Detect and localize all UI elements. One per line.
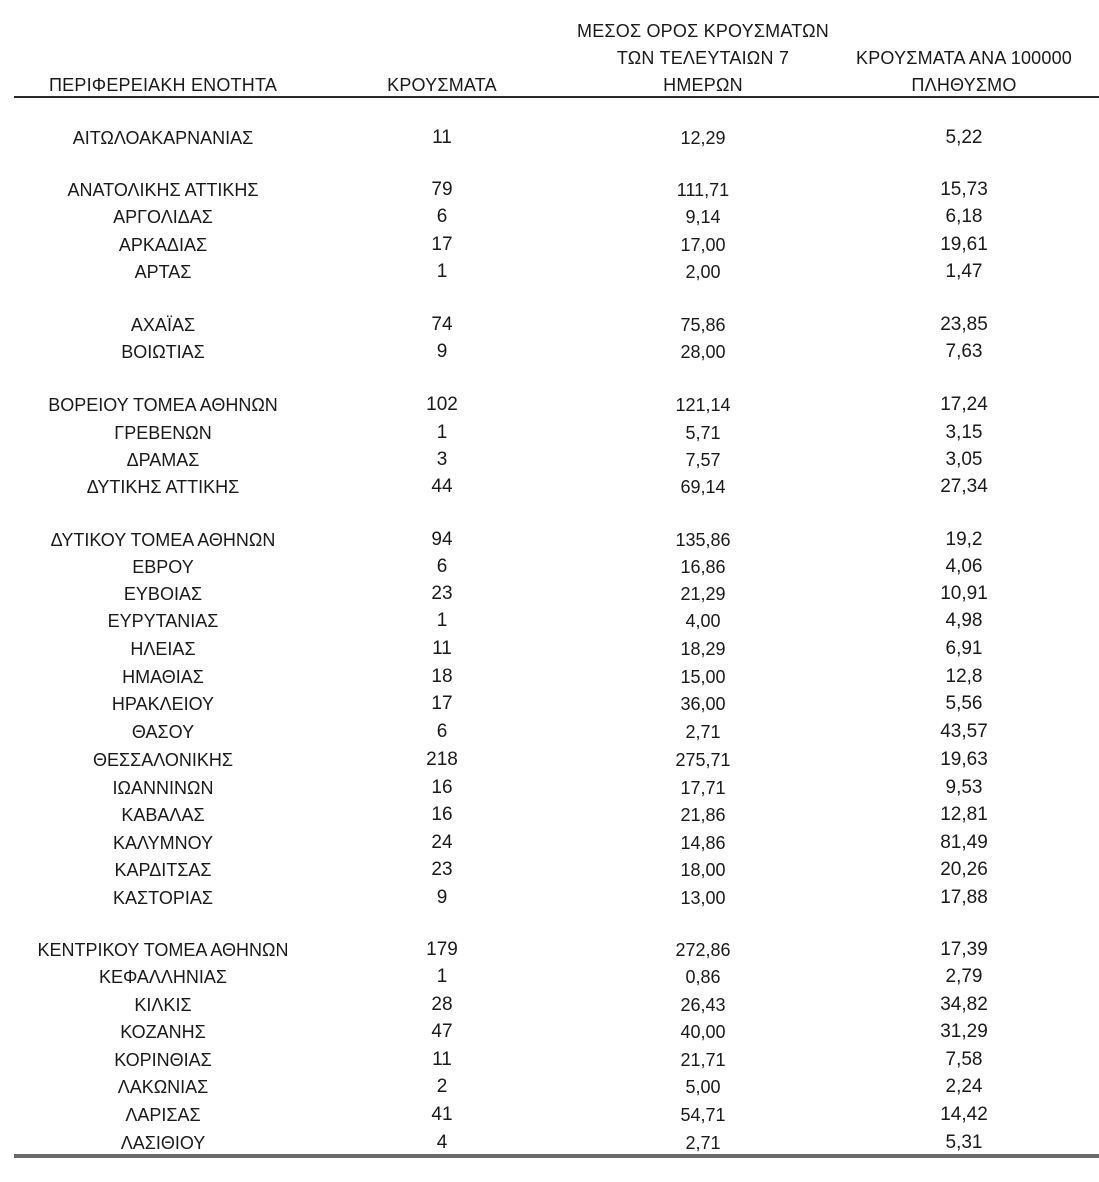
per100k-cell: 15,73	[940, 179, 988, 200]
region-cell: ΕΒΡΟΥ	[132, 557, 194, 577]
per100k-cell: 7,63	[945, 341, 983, 362]
region-cell: ΚΟΖΑΝΗΣ	[120, 1022, 206, 1042]
cases-cell: 1	[436, 422, 448, 443]
table-row	[0, 829, 1099, 857]
table-row	[0, 635, 1099, 663]
table-row	[0, 1129, 1099, 1157]
region-cell: ΑΙΤΩΛΟΑΚΑΡΝΑΝΙΑΣ	[72, 128, 254, 148]
per100k-cell: 19,2	[945, 529, 983, 550]
avg7-cell: 272,86	[675, 940, 731, 960]
table-row	[0, 607, 1099, 635]
region-cell: ΚΙΛΚΙΣ	[134, 995, 192, 1015]
cases-cell: 1	[436, 610, 448, 631]
region-cell: ΒΟΡΕΙΟΥ ΤΟΜΕΑ ΑΘΗΝΩΝ	[48, 395, 278, 415]
avg7-cell: 121,14	[675, 395, 731, 415]
region-cell: ΚΑΛΥΜΝΟΥ	[112, 833, 214, 853]
region-cell: ΗΡΑΚΛΕΙΟΥ	[111, 694, 215, 714]
cases-cell: 11	[432, 1049, 452, 1070]
table-row	[0, 311, 1099, 339]
avg7-cell: 18,00	[680, 860, 726, 880]
column-header-7day-average-line1: ΜΕΣΟΣ ΟΡΟΣ ΚΡΟΥΣΜΑΤΩΝ	[577, 21, 829, 41]
per100k-cell: 10,91	[940, 583, 988, 604]
table-row	[0, 991, 1099, 1019]
cases-cell: 94	[431, 529, 453, 550]
per100k-cell: 3,05	[945, 449, 983, 470]
column-header-region-label: ΠΕΡΙΦΕΡΕΙΑΚΗ ΕΝΟΤΗΤΑ	[48, 75, 278, 95]
region-cell: ΚΕΝΤΡΙΚΟΥ ΤΟΜΕΑ ΑΘΗΝΩΝ	[37, 940, 289, 960]
cases-cell: 179	[426, 939, 458, 960]
table-row	[0, 203, 1099, 231]
avg7-cell: 9,14	[685, 207, 721, 227]
region-cell: ΗΛΕΙΑΣ	[130, 639, 196, 659]
avg7-cell: 4,00	[685, 611, 721, 631]
table-row	[0, 1046, 1099, 1074]
per100k-cell: 17,39	[940, 939, 988, 960]
table-row	[0, 176, 1099, 204]
cases-cell: 1	[436, 966, 448, 987]
cases-cell: 3	[436, 449, 448, 470]
region-cell: ΙΩΑΝΝΙΝΩΝ	[112, 778, 214, 798]
cases-cell: 44	[431, 476, 453, 497]
per100k-cell: 31,29	[940, 1021, 988, 1042]
table-row	[0, 258, 1099, 286]
cases-cell: 6	[436, 556, 448, 577]
region-cell: ΑΡΓΟΛΙΔΑΣ	[113, 207, 213, 227]
table-row	[0, 553, 1099, 581]
table-bottom-border	[14, 1154, 1099, 1158]
region-cell: ΚΑΒΑΛΑΣ	[121, 805, 205, 825]
per100k-cell: 5,22	[945, 127, 983, 148]
table-row	[0, 1101, 1099, 1129]
region-cell: ΔΥΤΙΚΗΣ ΑΤΤΙΚΗΣ	[86, 477, 240, 497]
cases-cell: 47	[431, 1021, 453, 1042]
region-cell: ΘΕΣΣΑΛΟΝΙΚΗΣ	[92, 750, 234, 770]
cases-cell: 4	[436, 1132, 448, 1153]
table-row	[0, 526, 1099, 554]
per100k-cell: 43,57	[940, 721, 988, 742]
per100k-cell: 7,58	[945, 1049, 983, 1070]
per100k-cell: 19,63	[940, 749, 988, 770]
per100k-cell: 17,88	[940, 887, 988, 908]
table-row	[0, 1073, 1099, 1101]
avg7-cell: 2,71	[685, 722, 721, 742]
avg7-cell: 111,71	[676, 180, 730, 200]
cases-cell: 16	[431, 777, 453, 798]
per100k-cell: 17,24	[940, 394, 988, 415]
region-cell: ΑΡΤΑΣ	[134, 262, 192, 282]
table-row	[0, 746, 1099, 774]
cases-cell: 28	[431, 994, 453, 1015]
cases-cell: 9	[436, 887, 448, 908]
per100k-cell: 34,82	[940, 994, 988, 1015]
avg7-cell: 0,86	[685, 967, 721, 987]
cases-cell: 41	[431, 1104, 453, 1125]
per100k-cell: 5,31	[945, 1132, 983, 1153]
cases-cell: 18	[431, 666, 453, 687]
region-cell: ΔΥΤΙΚΟΥ ΤΟΜΕΑ ΑΘΗΝΩΝ	[50, 530, 276, 550]
region-cell: ΚΟΡΙΝΘΙΑΣ	[114, 1050, 212, 1070]
region-cell: ΘΑΣΟΥ	[131, 722, 195, 742]
per100k-cell: 4,06	[945, 556, 983, 577]
region-cell: ΒΟΙΩΤΙΑΣ	[121, 342, 205, 362]
table-row	[0, 446, 1099, 474]
avg7-cell: 21,29	[680, 584, 726, 604]
column-header-per-100k-line2: ΠΛΗΘΥΣΜΟ	[911, 75, 1017, 95]
table-row	[0, 801, 1099, 829]
table-row	[0, 856, 1099, 884]
region-cell: ΕΥΡΥΤΑΝΙΑΣ	[107, 611, 219, 631]
avg7-cell: 16,86	[680, 557, 726, 577]
table-header	[0, 0, 1099, 100]
header-divider	[14, 96, 1099, 98]
table-row	[0, 774, 1099, 802]
table-row	[0, 936, 1099, 964]
avg7-cell: 21,86	[680, 805, 726, 825]
table-row	[0, 663, 1099, 691]
region-cell: ΚΑΡΔΙΤΣΑΣ	[114, 860, 212, 880]
avg7-cell: 2,00	[685, 262, 721, 282]
avg7-cell: 135,86	[675, 530, 731, 550]
per100k-cell: 4,98	[945, 610, 983, 631]
region-cell: ΗΜΑΘΙΑΣ	[122, 667, 204, 687]
cases-cell: 23	[431, 583, 453, 604]
column-header-per-100k-line1: ΚΡΟΥΣΜΑΤΑ ΑΝΑ 100000	[856, 48, 1072, 68]
per100k-cell: 2,24	[945, 1076, 983, 1097]
cases-cell: 11	[432, 127, 452, 148]
per100k-cell: 6,18	[945, 206, 983, 227]
avg7-cell: 36,00	[680, 694, 726, 714]
cases-cell: 24	[431, 832, 453, 853]
cases-cell: 79	[431, 179, 453, 200]
avg7-cell: 69,14	[680, 477, 726, 497]
table-row	[0, 231, 1099, 259]
region-cell: ΕΥΒΟΙΑΣ	[123, 584, 203, 604]
avg7-cell: 5,00	[685, 1077, 721, 1097]
avg7-cell: 14,86	[680, 833, 726, 853]
per100k-cell: 3,15	[945, 422, 983, 443]
table-row	[0, 419, 1099, 447]
region-cell: ΛΑΚΩΝΙΑΣ	[117, 1077, 209, 1097]
avg7-cell: 40,00	[680, 1022, 726, 1042]
avg7-cell: 13,00	[680, 888, 726, 908]
table-row	[0, 963, 1099, 991]
avg7-cell: 7,57	[685, 450, 721, 470]
per100k-cell: 9,53	[945, 777, 983, 798]
cases-cell: 218	[426, 749, 458, 770]
avg7-cell: 275,71	[675, 750, 731, 770]
table-row	[0, 473, 1099, 501]
cases-cell: 17	[431, 693, 453, 714]
cases-cell: 9	[436, 341, 448, 362]
avg7-cell: 75,86	[680, 315, 726, 335]
per100k-cell: 81,49	[940, 832, 988, 853]
table-row	[0, 124, 1099, 152]
avg7-cell: 17,00	[680, 235, 726, 255]
region-cell: ΔΡΑΜΑΣ	[126, 450, 200, 470]
per100k-cell: 2,79	[945, 966, 983, 987]
per100k-cell: 23,85	[940, 314, 988, 335]
table-row	[0, 690, 1099, 718]
per100k-cell: 5,56	[945, 693, 983, 714]
per100k-cell: 12,8	[945, 666, 983, 687]
avg7-cell: 18,29	[680, 639, 726, 659]
avg7-cell: 21,71	[680, 1050, 726, 1070]
cases-cell: 16	[431, 804, 453, 825]
cases-cell: 1	[436, 261, 448, 282]
cases-cell: 17	[431, 234, 453, 255]
avg7-cell: 28,00	[680, 342, 726, 362]
column-header-7day-average-line2: ΤΩΝ ΤΕΛΕΥΤΑΙΩΝ 7	[616, 48, 790, 68]
per100k-cell: 14,42	[940, 1104, 988, 1125]
cases-cell: 23	[431, 859, 453, 880]
avg7-cell: 17,71	[680, 778, 726, 798]
column-header-7day-average-line3: ΗΜΕΡΩΝ	[663, 75, 743, 95]
per100k-cell: 19,61	[940, 234, 988, 255]
avg7-cell: 15,00	[680, 667, 726, 687]
table-row	[0, 718, 1099, 746]
table-row	[0, 338, 1099, 366]
avg7-cell: 12,29	[680, 128, 726, 148]
region-cell: ΛΑΡΙΣΑΣ	[125, 1105, 201, 1125]
per100k-cell: 12,81	[940, 804, 988, 825]
avg7-cell: 26,43	[680, 995, 726, 1015]
per100k-cell: 27,34	[940, 476, 988, 497]
table-row	[0, 580, 1099, 608]
cases-cell: 74	[431, 314, 453, 335]
avg7-cell: 5,71	[685, 423, 721, 443]
region-cell: ΑΝΑΤΟΛΙΚΗΣ ΑΤΤΙΚΗΣ	[67, 180, 259, 200]
cases-cell: 2	[436, 1076, 448, 1097]
region-cell: ΑΡΚΑΔΙΑΣ	[118, 235, 208, 255]
table-row	[0, 1018, 1099, 1046]
column-header-per-100k	[834, 45, 1094, 99]
column-header-region	[18, 72, 308, 99]
avg7-cell: 54,71	[680, 1105, 726, 1125]
column-header-cases-label: ΚΡΟΥΣΜΑΤΑ	[387, 75, 497, 95]
region-cell: ΓΡΕΒΕΝΩΝ	[114, 423, 212, 443]
column-header-7day-average	[540, 18, 866, 99]
region-cell: ΑΧΑΪΑΣ	[130, 315, 196, 335]
region-cell: ΛΑΣΙΘΙΟΥ	[120, 1133, 206, 1153]
per100k-cell: 20,26	[940, 859, 988, 880]
cases-cell: 6	[436, 206, 448, 227]
column-header-cases	[342, 72, 542, 99]
cases-cell: 11	[432, 638, 452, 659]
table-row	[0, 391, 1099, 419]
region-cell: ΚΕΦΑΛΛΗΝΙΑΣ	[98, 967, 228, 987]
cases-cell: 102	[426, 394, 458, 415]
per100k-cell: 1,47	[945, 261, 983, 282]
avg7-cell: 2,71	[685, 1133, 721, 1153]
cases-cell: 6	[436, 721, 448, 742]
region-cell: ΚΑΣΤΟΡΙΑΣ	[113, 888, 213, 908]
per100k-cell: 6,91	[945, 638, 983, 659]
table-row	[0, 884, 1099, 912]
